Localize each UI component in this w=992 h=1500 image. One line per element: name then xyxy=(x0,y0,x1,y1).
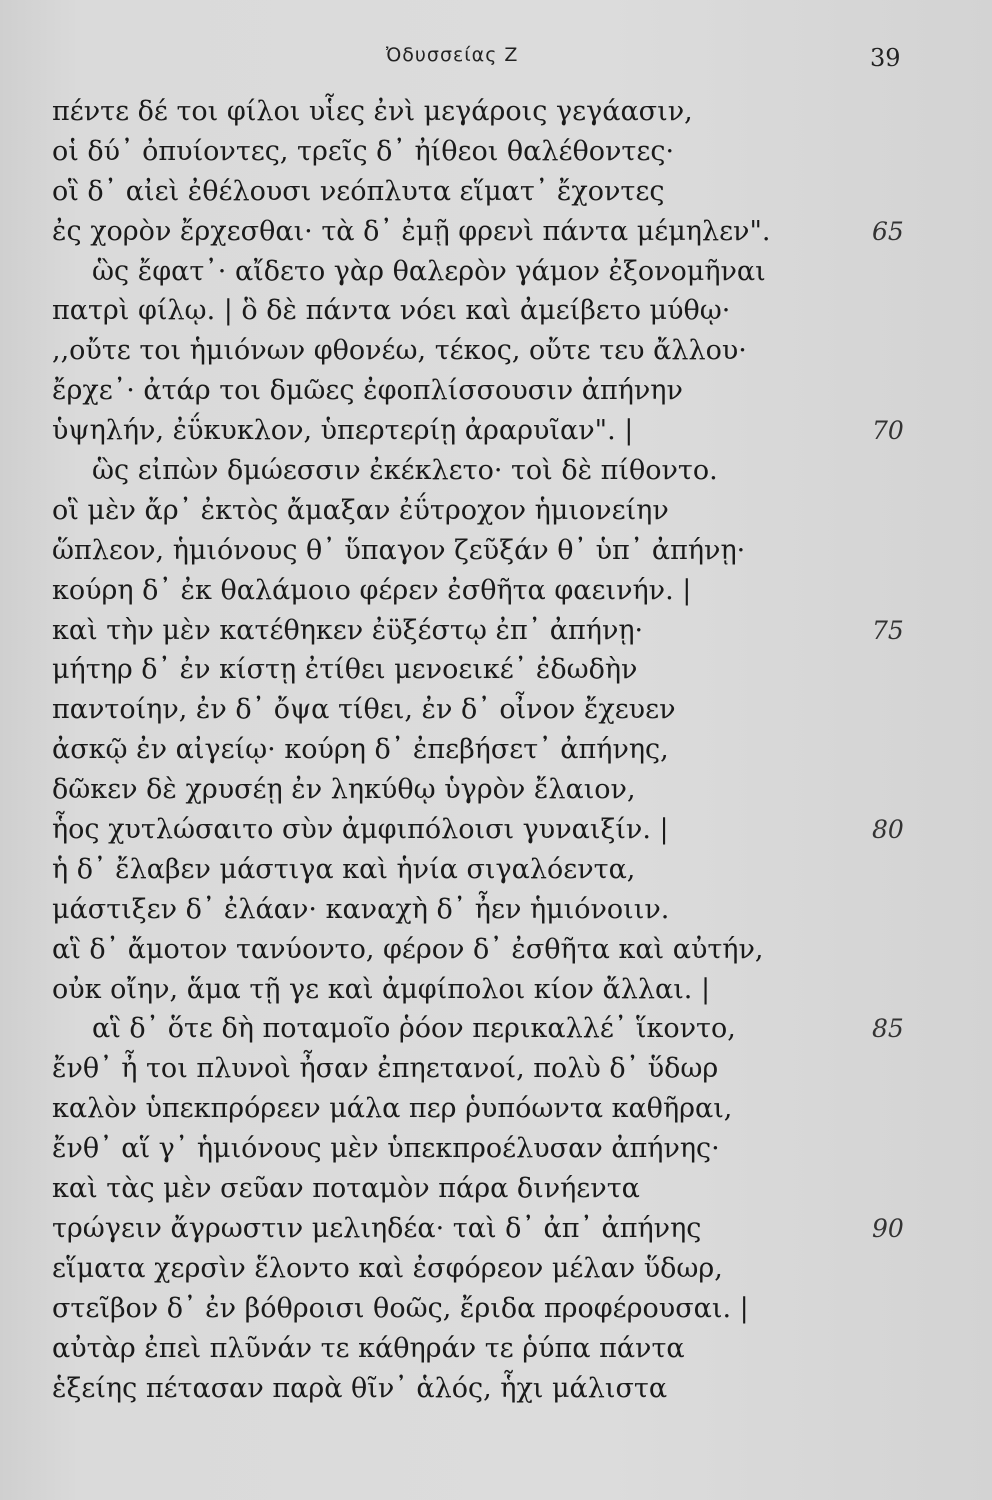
verse-line xyxy=(52,1009,932,1049)
verse-line-text: δῶκεν δὲ χρυσέῃ ἐν ληκύθῳ ὑγρὸν ἔλαιον, xyxy=(52,774,636,806)
verse-line xyxy=(52,331,932,371)
verse-line xyxy=(52,611,932,651)
verse-line-text: τρώγειν ἄγρωστιν μελιηδέα· ταὶ δ᾽ ἀπ᾽ ἀπήνης xyxy=(52,1212,702,1244)
verse-line-text: πέντε δέ τοι φίλοι υἷες ἐνὶ μεγάροις γεγάασιν, xyxy=(52,96,693,127)
line-number: 70 xyxy=(872,416,904,446)
verse-line-text: οἳ δ᾽ αἰεὶ ἐθέλουσι νεόπλυτα εἵματ᾽ ἔχοντες xyxy=(52,175,665,207)
verse-line xyxy=(52,1369,932,1409)
verse-line-text: ἧος χυτλώσαιτο σὺν ἀμφιπόλοισι γυναιξίν. | xyxy=(52,814,669,846)
verse-line-text: καὶ τὰς μὲν σεῦαν ποταμὸν πάρα δινήεντα xyxy=(52,1173,640,1205)
verse-line-text: αὐτὰρ ἐπεὶ πλῦνάν τε κάθηράν τε ῥύπα πάντα xyxy=(52,1332,685,1364)
line-number: 90 xyxy=(872,1213,904,1243)
verse-line-text: ἀσκῷ ἐν αἰγείῳ· κούρη δ᾽ ἐπεβήσετ᾽ ἀπήνης, xyxy=(52,734,669,766)
verse-line xyxy=(52,890,932,930)
verse-line-text: στεῖβον δ᾽ ἐν βόθροισι θοῶς, ἔριδα προφέρουσαι. | xyxy=(52,1292,749,1324)
verse-line-text: ὣς εἰπὼν δμώεσσιν ἐκέκλετο· τοὶ δὲ πίθοντο. xyxy=(92,455,718,487)
verse-line xyxy=(52,1249,932,1289)
verse-text xyxy=(52,92,932,1408)
line-number: 65 xyxy=(872,216,904,246)
verse-line xyxy=(52,1129,932,1169)
verse-line xyxy=(52,970,932,1010)
verse-line xyxy=(52,690,932,730)
verse-line xyxy=(52,1049,932,1089)
verse-line-text: ,,οὔτε τοι ἡμιόνων φθονέω, τέκος, οὔτε τευ ἄλλου· xyxy=(52,335,747,367)
verse-line xyxy=(52,1289,932,1329)
verse-line xyxy=(52,930,932,970)
verse-line-text: ἐς χορὸν ἔρχεσθαι· τὰ δ᾽ ἐμῇ φρενὶ πάντα μέμηλεν". xyxy=(52,215,771,247)
verse-line-text: οὐκ οἴην, ἅμα τῇ γε καὶ ἀμφίπολοι κίον ἄλλαι. | xyxy=(52,973,711,1005)
verse-line xyxy=(52,531,932,571)
verse-line xyxy=(52,212,932,252)
line-number: 85 xyxy=(872,1014,904,1044)
verse-line-text: οἱ δύ᾽ ὀπυίοντες, τρεῖς δ᾽ ἠίθεοι θαλέθοντες· xyxy=(52,135,675,167)
verse-line xyxy=(52,810,932,850)
verse-line xyxy=(52,132,932,172)
verse-line xyxy=(52,1209,932,1249)
verse-line-text: μήτηρ δ᾽ ἐν κίστῃ ἐτίθει μενοεικέ᾽ ἐδωδὴν xyxy=(52,654,638,686)
verse-line xyxy=(52,411,932,451)
verse-line-text: εἵματα χερσὶν ἕλοντο καὶ ἐσφόρεον μέλαν ὕδωρ, xyxy=(52,1252,723,1284)
verse-line-text: οἳ μὲν ἄρ᾽ ἐκτὸς ἄμαξαν ἐΰτροχον ἡμιονείην xyxy=(52,494,669,526)
verse-line xyxy=(52,92,932,132)
verse-line-text: ὑψηλήν, ἐΰκυκλον, ὑπερτερίῃ ἀραρυῖαν". | xyxy=(52,415,634,447)
verse-line-text: πατρὶ φίλῳ. | ὃ δὲ πάντα νόει καὶ ἀμείβετο μύθῳ· xyxy=(52,295,731,327)
verse-line-text: ἔρχε᾽· ἀτάρ τοι δμῶες ἐφοπλίσσουσιν ἀπήνην xyxy=(52,375,683,407)
verse-line xyxy=(52,252,932,292)
verse-line xyxy=(52,1089,932,1129)
line-number: 80 xyxy=(872,815,904,845)
verse-line-text: ὥπλεον, ἡμιόνους θ᾽ ὕπαγον ζεῦξάν θ᾽ ὑπ᾽ ἀπήνῃ· xyxy=(52,534,746,566)
verse-line-text: αἳ δ᾽ ὅτε δὴ ποταμοῖο ῥόον περικαλλέ᾽ ἵκοντο, xyxy=(92,1013,736,1045)
verse-line-text: ἔνθ᾽ ἦ τοι πλυνοὶ ἦσαν ἐπηετανοί, πολὺ δ᾽ ὕδωρ xyxy=(52,1053,719,1085)
verse-line xyxy=(52,650,932,690)
verse-line xyxy=(52,850,932,890)
verse-line xyxy=(52,1329,932,1369)
verse-line xyxy=(52,172,932,212)
verse-line-text: ἔνθ᾽ αἵ γ᾽ ἡμιόνους μὲν ὑπεκπροέλυσαν ἀπήνης· xyxy=(52,1133,720,1165)
verse-line-text: παντοίην, ἐν δ᾽ ὄψα τίθει, ἐν δ᾽ οἶνον ἔχευεν xyxy=(52,694,676,726)
verse-line xyxy=(52,770,932,810)
line-number: 75 xyxy=(872,615,904,645)
verse-line-text: μάστιξεν δ᾽ ἐλάαν· καναχὴ δ᾽ ἦεν ἡμιόνοιιν. xyxy=(52,893,670,925)
verse-line-text: κούρη δ᾽ ἐκ θαλάμοιο φέρεν ἐσθῆτα φαεινήν. | xyxy=(52,574,692,606)
verse-line xyxy=(52,1169,932,1209)
running-header: Ὀδυσσείας Ζ xyxy=(386,44,519,66)
verse-line-text: καὶ τὴν μὲν κατέθηκεν ἐϋξέστῳ ἐπ᾽ ἀπήνῃ· xyxy=(52,614,644,646)
verse-line xyxy=(52,451,932,491)
verse-line-text: ἡ δ᾽ ἔλαβεν μάστιγα καὶ ἡνία σιγαλόεντα, xyxy=(52,853,636,885)
verse-line xyxy=(52,730,932,770)
verse-line-text: ὣς ἔφατ᾽· αἴδετο γὰρ θαλερὸν γάμον ἐξονομῆναι xyxy=(92,255,766,287)
verse-line xyxy=(52,571,932,611)
verse-line-text: αἳ δ᾽ ἄμοτον τανύοντο, φέρον δ᾽ ἐσθῆτα καὶ αὐτήν, xyxy=(52,933,764,965)
verse-line-text: ἑξείης πέτασαν παρὰ θῖν᾽ ἁλός, ἧχι μάλιστα xyxy=(52,1372,668,1404)
verse-line xyxy=(52,371,932,411)
verse-line xyxy=(52,291,932,331)
verse-line-text: καλὸν ὑπεκπρόρεεν μάλα περ ῥυπόωντα καθῆραι, xyxy=(52,1093,733,1125)
verse-line xyxy=(52,491,932,531)
page-number: 39 xyxy=(870,44,901,72)
